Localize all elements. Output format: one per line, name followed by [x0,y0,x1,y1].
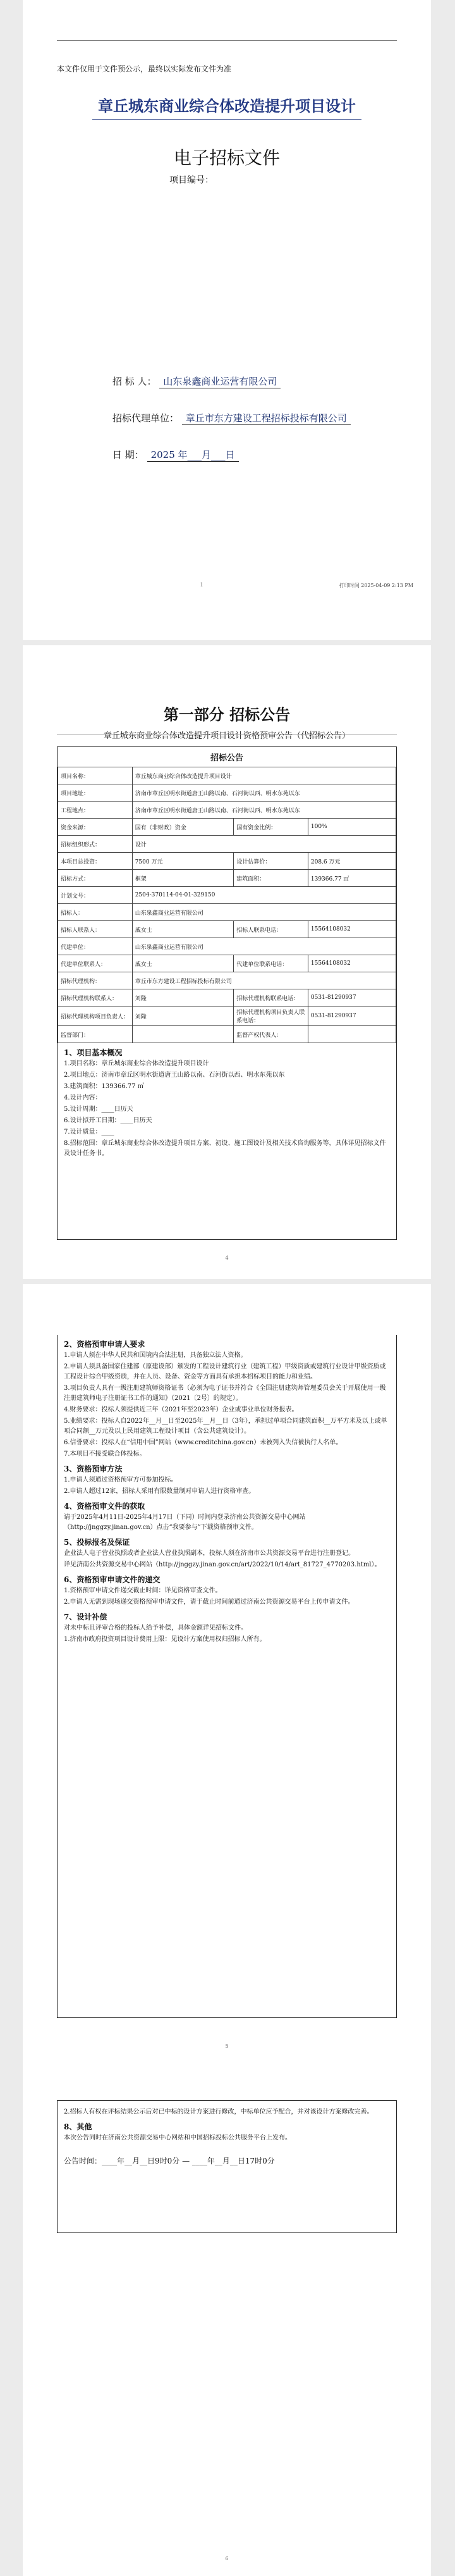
table-row [58,802,396,819]
agent-label: 招标代理单位： [112,412,179,424]
table-key-cell: 资金来源： [58,819,133,836]
table-value-cell: 139366.77 ㎡ [308,870,396,887]
table-value-cell: 山东泉鑫商业运营有限公司 [132,938,396,955]
announcement-box-continued [57,1335,397,2018]
table-key-cell: 建筑面积： [234,870,308,887]
part-title: 第一部分 招标公告 [163,705,291,724]
page-number: 1 [200,582,203,588]
table-row [58,921,396,938]
table-row [58,819,396,836]
table-value-cell: 0531-81290937 [308,989,396,1006]
table-value-cell: 框架 [132,870,234,887]
table-value-cell: 刘隆 [132,989,234,1006]
table-value-cell [132,1026,234,1043]
table-value-cell: 15564108032 [308,955,396,972]
page-number: 4 [225,1255,229,1261]
print-stamp: 打印时间 2025-04-09 2:13 PM [339,583,413,588]
list-item: 6.信誉要求：投标人在“信用中国”网站（www.creditchina.gov.cn）未被列入失信被执行人名单。 [64,1439,343,1446]
table-row [58,887,396,904]
list-item: 6.设计拟开工日期：____日历天 [64,1117,152,1124]
list-item: 1.项目名称：章丘城东商业综合体改造提升项目设计 [64,1060,209,1067]
section-heading: 7、设计补偿 [64,1613,107,1621]
table-value-cell: 山东泉鑫商业运营有限公司 [132,904,396,921]
table-key-cell: 招标人联系人： [58,921,133,938]
table-value-cell: 15564108032 [308,921,396,938]
announcement-page-1 [23,645,431,1279]
section-heading: 4、资格预审文件的获取 [64,1502,145,1511]
preview-note: 本文件仅用于文件预公示，最终以实际发布文件为准 [57,65,232,73]
table-key-cell: 项目地址： [58,784,133,802]
table-key-cell: 招标代理机构项目负责人联系电话： [234,1006,308,1026]
list-item: 1.申请人须通过资格预审方可参加投标。 [64,1477,178,1483]
table-value-cell: 设计 [132,836,396,853]
tenderer-line [112,375,416,388]
page-number: 6 [225,2556,229,2561]
table-key-cell: 招标代理机构联系人： [58,989,133,1006]
list-item: 对未中标且评审合格的投标人给予补偿，具体金额详见招标文件。 [64,1625,247,1632]
tenderer-label: 招 标 人： [112,376,157,387]
table-value-cell: 刘隆 [132,1006,234,1026]
section-heading: 2、资格预审申请人要求 [64,1340,145,1349]
list-item: 2.项目地点：济南市章丘区明水街道唐王山路以南、石河街以西、明水东苑以东 [64,1072,285,1079]
agent-value: 章丘市东方建设工程招标投标有限公司 [182,411,351,425]
table-title: 招标公告 [210,753,243,763]
table-row [58,1006,396,1026]
list-item: 8.招标范围：章丘城东商业综合体改造提升项目方案、初设、施工图设计及相关技术咨询服务等，具体详见招标文件及设计任务书。 [64,1140,386,1157]
table-key-cell: 国有资金比例： [234,819,308,836]
table-value-cell: 戚女士 [132,955,234,972]
table-row [58,972,396,989]
table-value-cell: 7500 万元 [132,853,234,870]
table-row [58,938,396,955]
table-value-cell: 208.6 万元 [308,853,396,870]
list-item: 7.本项目不接受联合体投标。 [64,1451,146,1458]
section-heading: 3、资格预审方法 [64,1464,123,1473]
project-no-label: 项目编号： [169,175,214,185]
table-key-cell: 设计估算价： [234,853,308,870]
table-key-cell: 招标人联系电话： [234,921,308,938]
tenderer-value: 山东泉鑫商业运营有限公司 [159,375,281,388]
table-key-cell: 代建单位联系人： [58,955,133,972]
table-value-cell [308,1026,396,1043]
agent-line [112,411,416,425]
date-value: 2025 年___月___日 [147,448,239,462]
info-table [58,767,396,1043]
table-row [58,784,396,802]
list-item: 详见济南公共资源交易中心网站（http://jnggzy.jinan.gov.cn/art/2022/10/14/art_81727_4770203.html）。 [64,1561,381,1568]
project-title: 章丘城东商业综合体改造提升项目设计 [98,97,356,115]
notice-dates: 公告时间：____年__月__日9时0分 — ____年__月__日17时0分 [64,2157,275,2165]
table-key-cell: 监督部门： [58,1026,133,1043]
table-value-cell: 济南市章丘区明水街道唐王山路以南、石河街以西、明水东苑以东 [132,802,396,819]
table-key-cell: 招标代理机构项目负责人： [58,1006,133,1026]
list-item: 请于2025年4月11日-2025年4月17日（下同）时间内登录济南公共资源交易中心网站（http://jnggzy.jinan.gov.cn）点击“我要参与”下载资格预审文件。 [64,1514,306,1531]
table-row [58,870,396,887]
table-value-cell: 章丘城东商业综合体改造提升项目设计 [132,767,396,784]
list-item: 1.济南市政府投资项目设计费用上限：见设计方案使用权归招标人所有。 [64,1636,266,1643]
table-value-cell: 100% [308,819,396,836]
announcement-box-end [57,2100,397,2233]
list-item: 4.设计内容： [64,1094,102,1101]
table-key-cell: 工程地点： [58,802,133,819]
announcement-box [57,746,397,1240]
table-row [58,904,396,921]
table-value-cell: 2504-370114-04-01-329150 [132,887,396,904]
table-value-cell: 国有（非财政）资金 [132,819,234,836]
section-heading: 5、投标报名及保证 [64,1538,130,1547]
table-value-cell: 戚女士 [132,921,234,938]
table-row [58,955,396,972]
document-title: 电子招标文件 [173,147,280,168]
divider [57,40,397,41]
table-key-cell: 招标组织形式： [58,836,133,853]
table-key-cell: 招标代理机构联系电话： [234,989,308,1006]
table-value-cell: 章丘市东方建设工程招标投标有限公司 [132,972,396,989]
table-key-cell: 招标方式： [58,870,133,887]
list-item: 5.设计周期：____日历天 [64,1106,133,1113]
list-item: 企业法人电子营业执照或者企业法人营业执照副本，投标人须在济南市公共资源交易平台进行注册登记。 [64,1550,355,1557]
section-heading: 1、项目基本概况 [64,1048,123,1057]
paragraph: 2.招标人有权在评标结果公示后对已中标的设计方案进行修改，中标单位应予配合，并对该设计方案修改完善。 [64,2108,373,2115]
announcement-page-2 [23,1284,431,2576]
list-item: 7.设计质量：____ [64,1129,114,1136]
table-value-cell: 济南市章丘区明水街道唐王山路以南、石河街以西、明水东苑以东 [132,784,396,802]
list-item: 2.申请人无需到现场递交资格预审申请文件，请于截止时间前通过济南公共资源交易平台上传申请文件。 [64,1599,355,1606]
table-row [58,853,396,870]
list-item: 1.资格预审申请文件递交截止时间：详见资格审查文件。 [64,1587,222,1594]
table-key-cell: 代建单位联系电话： [234,955,308,972]
table-key-cell: 项目名称： [58,767,133,784]
date-line [112,448,416,462]
list-item: 4.财务要求：投标人须提供近三年（2021年至2023年）企业或事业单位财务报表。 [64,1406,298,1413]
table-key-cell: 监督产权代表人： [234,1026,308,1043]
list-item: 2.申请人超过12家，招标人采用有限数量制对申请人进行资格审查。 [64,1488,255,1495]
list-item: 3.项目负责人具有一级注册建筑师资格证书（必须为电子证书并符合《全国注册建筑师管理委员会关于开展使用一级注册建筑师电子注册证书工作的通知》（2021〔2号〕的规定）。 [64,1385,386,1402]
list-item: 2.申请人须具备国家住建部（原建设部）颁发的工程设计建筑行业（建筑工程）甲级资质或建筑行业设计甲级资质或工程设计综合甲级资质，并在人员、设备、资金等方面具有承担本招标项目的能力和业绩。 [64,1363,386,1380]
table-row [58,989,396,1006]
paragraph: 本次公告同时在济南公共资源交易中心网站和中国招标投标公共服务平台上发布。 [64,2134,291,2141]
divider [92,119,361,120]
date-label: 日 期： [112,449,144,461]
table-row [58,836,396,853]
announcement-title: 章丘城东商业综合体改造提升项目设计资格预审公告（代招标公告） [103,731,350,741]
table-key-cell: 招标人： [58,904,133,921]
table-row [58,1026,396,1043]
table-row [58,767,396,784]
list-item: 3.建筑面积：139366.77 ㎡ [64,1083,144,1090]
table-key-cell: 代建单位： [58,938,133,955]
table-key-cell: 招标代理机构： [58,972,133,989]
section-heading: 8、其他 [64,2122,92,2131]
list-item: 5.业绩要求：投标人自2022年__月__日至2025年__月__日（3年），承担过单项合同建筑面积__万平方米及以上或单项合同额__万元及以上民用建筑工程设计项目（含公共建筑设计）。 [64,1418,387,1435]
table-value-cell: 0531-81290937 [308,1006,396,1026]
cover-page [23,0,431,640]
section-heading: 6、资格预审申请文件的递交 [64,1575,161,1584]
section-1-list [58,1059,396,1159]
page-number: 5 [225,2043,229,2049]
list-item: 1.申请人须在中华人民共和国境内合法注册，具备独立法人资格。 [64,1352,247,1359]
table-key-cell: 计划文号： [58,887,133,904]
table-key-cell: 本项目总投资： [58,853,133,870]
